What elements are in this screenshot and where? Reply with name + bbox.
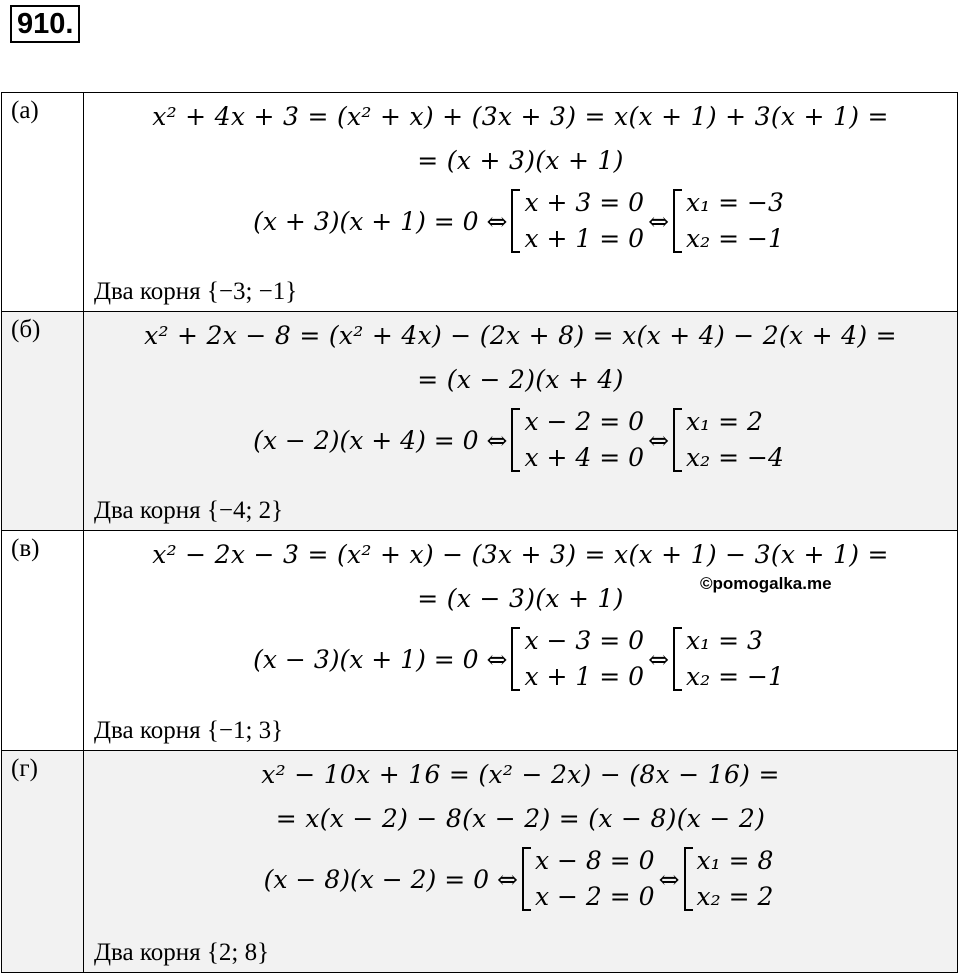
system-bracket <box>511 623 644 695</box>
system-line: x − 2 = 0 <box>524 407 645 436</box>
solution-table <box>1 92 958 973</box>
roots-bracket <box>673 404 784 476</box>
row-label: (в) <box>2 531 84 751</box>
row-content <box>84 312 958 531</box>
system-bracket <box>511 404 644 476</box>
equation-product: (x − 3)(x + 1) = 0 ⇔ <box>253 644 508 674</box>
solution-system <box>84 404 957 476</box>
system-bracket <box>522 843 655 915</box>
row-content <box>84 93 958 312</box>
system-line: x + 4 = 0 <box>524 443 645 472</box>
row-label: (б) <box>2 312 84 531</box>
equiv-sign: ⇔ <box>648 425 670 455</box>
watermark-text: ©pomogalka.me <box>700 574 832 593</box>
root-line: x₂ = −1 <box>686 662 784 691</box>
equation-line: = x(x − 2) − 8(x − 2) = (x − 8)(x − 2) <box>275 804 766 833</box>
equation-product: (x − 2)(x + 4) = 0 ⇔ <box>253 425 508 455</box>
root-line: x₁ = −3 <box>686 188 784 217</box>
equation-line: = (x + 3)(x + 1) <box>417 146 624 175</box>
solution-system <box>84 185 957 257</box>
equation-product: (x + 3)(x + 1) = 0 ⇔ <box>253 206 508 236</box>
row-label: (а) <box>2 93 84 312</box>
system-line: x + 3 = 0 <box>524 188 645 217</box>
equation-line: x² + 2x − 8 = (x² + 4x) − (2x + 8) = x(x + 4) − 2(x + 4) = <box>144 321 897 350</box>
root-line: x₂ = 2 <box>696 882 774 911</box>
answer-text: Два корня {−4; 2} <box>94 497 284 524</box>
row-content <box>84 531 958 751</box>
solution-system <box>84 623 957 695</box>
system-line: x − 2 = 0 <box>534 882 655 911</box>
system-line: x + 1 = 0 <box>524 224 645 253</box>
row-content <box>84 751 958 973</box>
table-row <box>2 312 958 531</box>
row-label: (г) <box>2 751 84 973</box>
solution-system <box>84 843 957 915</box>
equation-line: = (x − 2)(x + 4) <box>417 365 624 394</box>
root-line: x₂ = −1 <box>686 224 784 253</box>
roots-bracket <box>673 185 784 257</box>
table-row <box>2 531 958 751</box>
equation-line: x² − 10x + 16 = (x² − 2x) − (8x − 16) = <box>261 760 780 789</box>
equiv-sign: ⇔ <box>658 864 680 894</box>
system-bracket <box>511 185 644 257</box>
answer-text: Два корня {2; 8} <box>94 939 270 966</box>
answer-text: Два корня {−3; −1} <box>94 278 298 305</box>
root-line: x₁ = 8 <box>696 846 774 875</box>
root-line: x₁ = 3 <box>686 626 763 655</box>
equiv-sign: ⇔ <box>648 206 670 236</box>
roots-bracket <box>684 843 774 915</box>
table-row <box>2 93 958 312</box>
table-row <box>2 751 958 973</box>
system-line: x − 8 = 0 <box>534 846 655 875</box>
equation-line: = (x − 3)(x + 1) <box>417 584 624 613</box>
roots-bracket <box>673 623 784 695</box>
problem-number: 910. <box>10 5 80 43</box>
system-line: x + 1 = 0 <box>524 662 645 691</box>
system-line: x − 3 = 0 <box>524 626 645 655</box>
root-line: x₂ = −4 <box>686 443 784 472</box>
equation-line: x² + 4x + 3 = (x² + x) + (3x + 3) = x(x + 1) + 3(x + 1) = <box>152 102 889 131</box>
equation-line: x² − 2x − 3 = (x² + x) − (3x + 3) = x(x + 1) − 3(x + 1) = <box>152 540 889 569</box>
equiv-sign: ⇔ <box>648 644 670 674</box>
equation-product: (x − 8)(x − 2) = 0 ⇔ <box>263 864 518 894</box>
answer-text: Два корня {−1; 3} <box>94 717 284 744</box>
root-line: x₁ = 2 <box>686 407 763 436</box>
